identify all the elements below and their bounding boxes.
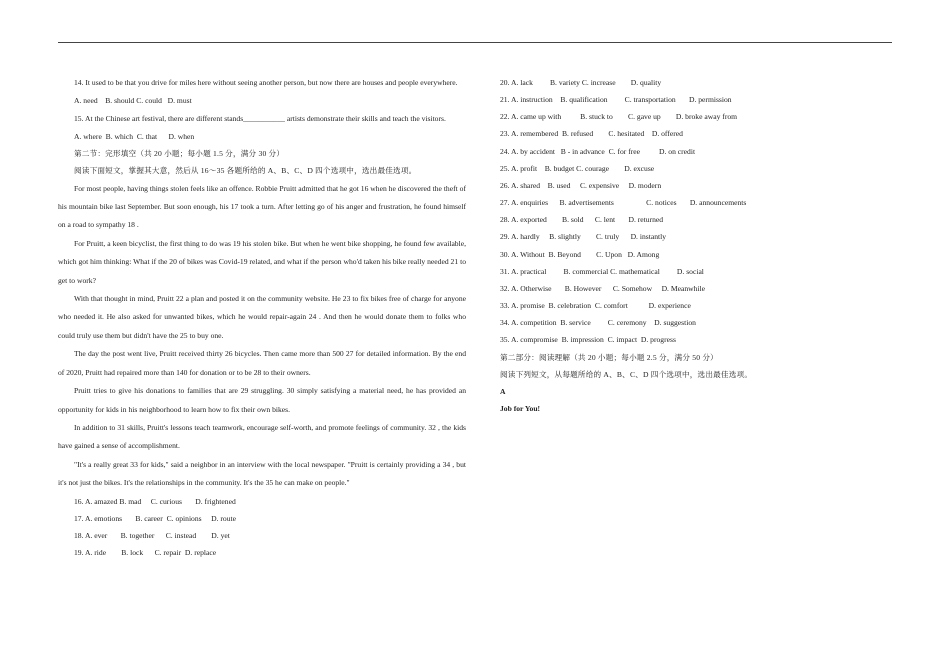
options-21: 21. A. instruction B. qualification C. transportation D. permission [500,95,732,105]
options-23: 23. A. remembered B. refused C. hesitated D. offered [500,129,683,139]
options-22: 22. A. came up with B. stuck to C. gave up D. broke away from [500,112,738,122]
options-34: 34. A. competition B. service C. ceremony D. suggestion [500,318,696,328]
section-letter: A [500,386,506,396]
cloze-paragraph-2: For Pruitt, a keen bicyclist, the first thing to do was 19 his stolen bike. But when he went bike shopping, he found few available, which got him thinking: What if the 20 of bikes was Covid-19 related, and what if the person who'd taken his bike really needed 21 to get to work? [58,238,466,285]
right-column [500,74,890,417]
options-19: 19. A. ride B. lock C. repair D. replace [74,548,217,558]
options-27: 27. A. enquiries B. advertisements C. notices D. announcements [500,198,747,208]
left-column [58,74,466,561]
question-14: 14. It used to be that you drive for miles here without seeing another person, but now there are houses and people everywhere. [74,78,458,87]
cloze-paragraph-1: For most people, having things stolen feels like an offence. Robbie Pruitt admitted that he got 16 when he discovered the theft of his mountain bike last September. But soon enough, his 17 took a turn. After letting go of his anger and frustration, he found himself on a road to sympathy 18 . [58,183,466,230]
question-15: 15. At the Chinese art festival, there are different stands___________ artists demonstrate their skills and teach the visitors. [74,113,446,123]
cloze-paragraph-3: With that thought in mind, Pruitt 22 a plan and posted it on the community website. He 23 to fix bikes free of charge for anyone who needed it. He also asked for unwanted bikes, which he would repair-again 24 . And then he would donate them to folks who could truly use them but didn't have the 25 to buy one. [58,294,466,340]
options-26: 26. A. shared B. used C. expensive D. modern [500,180,662,190]
cloze-paragraph-4: The day the post went live, Pruitt received thirty 26 bicycles. Then came more than 500 27 for detailed information. By the end of 2020, Pruitt had repaired more than 140 for donation or to be 28 to their owners. [58,349,466,377]
cloze-paragraph-6: In addition to 31 skills, Pruitt's lessons teach teamwork, encourage self-worth, and promote feelings of community. 32 , the kids have gained a sense of accomplishment. [58,422,466,451]
options-29: 29. A. hardly B. slightly C. truly D. instantly [500,232,667,242]
options-18: 18. A. ever B. together C. instead D. yet [74,530,230,540]
options-24: 24. A. by accident B - in advance C. for free D. on credit [500,146,696,156]
cloze-paragraph-7: "It's a really great 33 for kids," said a neighbor in an interview with the local newspaper. "Pruitt is certainly providing a 34 , but it's not just the bikes. It's the relationships in the community. It's the 35 he can make on people." [58,459,466,488]
options-17: 17. A. emotions B. career C. opinions D. route [74,513,236,523]
options-33: 33. A. promise B. celebration C. comfort D. experience [500,301,691,311]
options-30: 30. A. Without B. Beyond C. Upon D. Among [500,249,660,259]
cloze-paragraph-5: Pruitt tries to give his donations to families that are 29 struggling. 30 simply satisfying a material need, he has provided an opportunity for kids in his neighborhood to learn how to fix their own bikes. [58,386,466,414]
question-14-options: A. need B. should C. could D. must [74,96,192,106]
section-2-title: 第二节：完形填空（共 20 小题；每小题 1.5 分，满分 30 分） [74,149,285,159]
options-16: 16. A. amazed B. mad C. curious D. frightened [74,496,236,506]
part-2-instructions: 阅读下列短文，从每题所给的 A、B、C、D 四个选项中，选出最佳选项。 [500,369,753,379]
passage-title: Job for You! [500,403,541,413]
options-25: 25. A. profit B. budget C. courage D. excuse [500,163,655,173]
options-28: 28. A. exported B. sold C. lent D. returned [500,215,664,225]
section-2-instructions: 阅读下面短文，掌握其大意，然后从 16～35 各题所给的 A、B、C、D 四个选项中，选出最佳选项。 [74,166,417,176]
header-rule [58,42,892,43]
options-35: 35. A. compromise B. impression C. impact D. progress [500,335,676,345]
options-31: 31. A. practical B. commercial C. mathematical D. social [500,266,704,276]
options-32: 32. A. Otherwise B. However C. Somehow D. Meanwhile [500,283,706,293]
question-15-options: A. where B. which C. that D. when [74,132,195,142]
options-20: 20. A. lack B. variety C. increase D. quality [500,78,662,87]
part-2-title: 第二部分：阅读理解（共 20 小题；每小题 2.5 分，满分 50 分） [500,352,718,362]
